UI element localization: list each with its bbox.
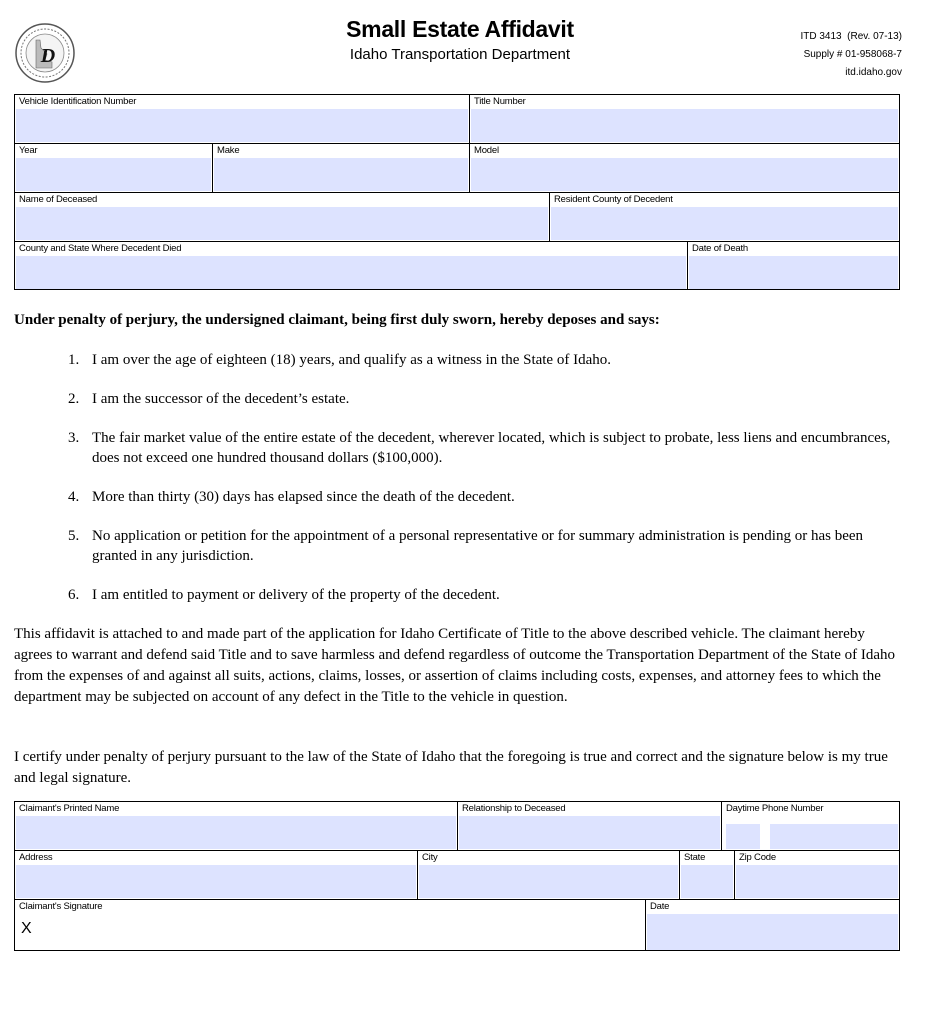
statement-item: 3. The fair market value of the entire estate of the decedent, wherever located, which is subject to probate, less liens and encumbrances, does not exceed one hundred thousand dollars ($100,000). <box>68 430 891 466</box>
model-label: Model <box>474 145 499 156</box>
model-field[interactable] <box>469 144 899 192</box>
affidavit-lead: Under penalty of perjury, the undersigned claimant, being first duly sworn, hereby deposes and says: <box>14 312 660 328</box>
zip-field[interactable] <box>734 851 899 899</box>
signature-x-mark: X <box>21 920 32 937</box>
signature-field[interactable] <box>15 900 645 951</box>
year-field[interactable] <box>15 144 212 192</box>
certify-paragraph: I certify under penalty of perjury pursuant to the law of the State of Idaho that the foregoing is true and correct and the signature below is my true and legal signature. <box>14 749 888 786</box>
year-input[interactable] <box>16 158 211 191</box>
claimant-info-grid <box>14 801 900 951</box>
vehicle-info-grid <box>14 94 900 290</box>
resident-county-label: Resident County of Decedent <box>554 194 673 205</box>
seal-letter: D <box>40 45 56 67</box>
title-number-label: Title Number <box>474 96 526 107</box>
idaho-seal-icon <box>14 22 76 84</box>
state-input[interactable] <box>681 865 733 898</box>
claimant-printed-name-input[interactable] <box>16 816 456 849</box>
statement-item: 4. More than thirty (30) days has elapsed since the death of the decedent. <box>68 489 515 505</box>
address-label: Address <box>19 852 53 863</box>
relationship-field[interactable] <box>457 802 721 850</box>
form-identifier <box>800 28 902 82</box>
vin-input[interactable] <box>16 109 468 142</box>
phone-label: Daytime Phone Number <box>726 803 824 814</box>
affidavit-statements <box>68 350 898 605</box>
relationship-label: Relationship to Deceased <box>462 803 566 814</box>
date-label: Date <box>650 901 670 912</box>
model-input[interactable] <box>471 158 898 191</box>
county-state-died-label: County and State Where Decedent Died <box>19 243 182 254</box>
form-number: ITD 3413 <box>800 31 842 42</box>
make-input[interactable] <box>214 158 468 191</box>
date-of-death-input[interactable] <box>689 256 898 289</box>
phone-number-input[interactable] <box>770 824 898 849</box>
claimant-printed-name-field[interactable] <box>15 802 457 850</box>
name-of-deceased-label: Name of Deceased <box>19 194 98 205</box>
date-of-death-field[interactable] <box>687 242 899 290</box>
attachment-paragraph: This affidavit is attached to and made part of the application for Idaho Certificate of Title to the above described vehicle. The claimant hereby agrees to warrant and defend said Title and to save harmless and defend regardless of outcome the Transportation Department of the State of Idaho from the expenses of and against all suits, actions, claims, losses, or assertion of claims including costs, expenses, and attorney fees to which the department may be subjected on account of any defect in the Title to the vehicle in question. <box>14 626 896 705</box>
name-of-deceased-input[interactable] <box>16 207 548 240</box>
page-subtitle: Idaho Transportation Department <box>349 46 571 63</box>
year-label: Year <box>19 145 38 156</box>
resident-county-field[interactable] <box>549 193 899 241</box>
resident-county-input[interactable] <box>551 207 898 240</box>
date-of-death-label: Date of Death <box>692 243 749 254</box>
city-input[interactable] <box>419 865 678 898</box>
zip-label: Zip Code <box>739 852 776 863</box>
phone-field[interactable] <box>721 802 899 850</box>
state-label: State <box>684 852 706 863</box>
form-revision: (Rev. 07-13) <box>847 31 902 42</box>
county-state-died-input[interactable] <box>16 256 686 289</box>
relationship-input[interactable] <box>459 816 720 849</box>
supply-number: Supply # 01-958068-7 <box>803 49 902 60</box>
date-input[interactable] <box>647 914 898 950</box>
state-field[interactable] <box>679 851 734 899</box>
phone-area-code-input[interactable] <box>726 824 760 849</box>
page-title: Small Estate Affidavit <box>346 16 574 42</box>
county-state-died-field[interactable] <box>15 242 687 290</box>
title-number-field[interactable] <box>469 95 899 143</box>
zip-input[interactable] <box>736 865 898 898</box>
claimant-printed-name-label: Claimant's Printed Name <box>19 803 120 814</box>
signature-label: Claimant's Signature <box>19 901 103 912</box>
statement-item: 2. I am the successor of the decedent’s estate. <box>68 391 350 407</box>
name-of-deceased-field[interactable] <box>15 193 549 241</box>
vin-label: Vehicle Identification Number <box>19 96 137 107</box>
city-label: City <box>422 852 438 863</box>
city-field[interactable] <box>417 851 679 899</box>
address-field[interactable] <box>15 851 417 899</box>
vin-field[interactable] <box>15 95 469 143</box>
website: itd.idaho.gov <box>845 67 902 78</box>
statement-item: 5. No application or petition for the appointment of a personal representative or for summary administration is pending or has been granted in any jurisdiction. <box>68 528 864 564</box>
statement-item: 6. I am entitled to payment or delivery of the property of the decedent. <box>68 587 500 603</box>
make-label: Make <box>217 145 240 156</box>
statement-item: 1. I am over the age of eighteen (18) years, and qualify as a witness in the State of Idaho. <box>68 352 611 368</box>
date-field[interactable] <box>645 900 899 951</box>
make-field[interactable] <box>212 144 469 192</box>
address-input[interactable] <box>16 865 416 898</box>
title-number-input[interactable] <box>471 109 898 142</box>
